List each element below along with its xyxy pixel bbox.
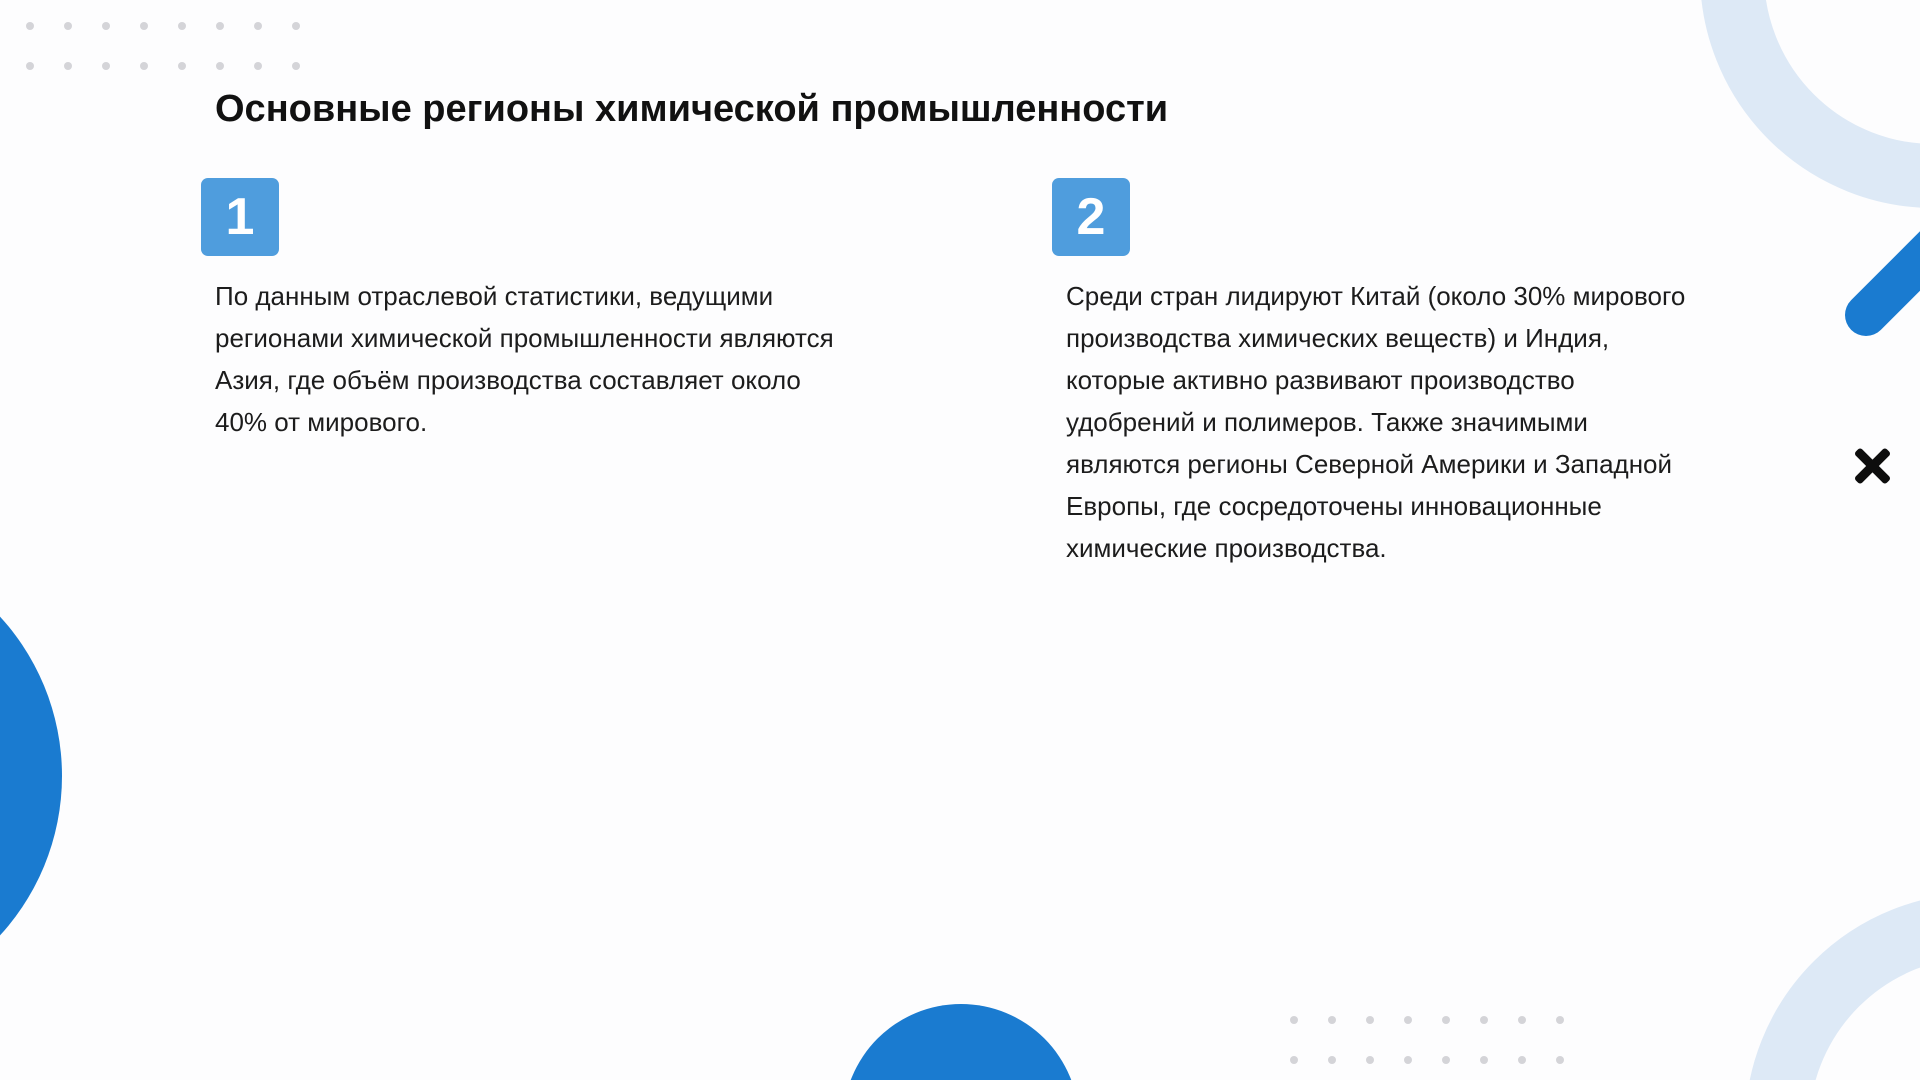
dot-pattern-top [26,22,300,70]
slide-title: Основные регионы химической промышленности [215,88,1169,130]
close-icon [1852,446,1892,486]
column-2-text: Среди стран лидируют Китай (около 30% мирового производства химических веществ) и Индия, которые активно развивают производство удобрений и полимеров. Также значимыми являются регионы Северной Америки и Западной Европы, где сосредоточены инновационные химические производства. [1066,281,1686,563]
decor-ring-top-right [1700,0,1920,208]
decor-diagonal-bar [1836,195,1920,345]
number-badge-1: 1 [201,178,279,256]
dot-pattern-bottom [1290,1016,1564,1064]
decor-circle-left [0,540,62,1012]
decor-ring-bottom-right [1745,893,1920,1080]
number-badge-2: 2 [1052,178,1130,256]
decor-circle-bottom [843,1004,1079,1080]
column-1-text: По данным отраслевой статистики, ведущими регионами химической промышленности являются Азия, где объём производства составляет около 40% от мирового. [215,281,834,437]
